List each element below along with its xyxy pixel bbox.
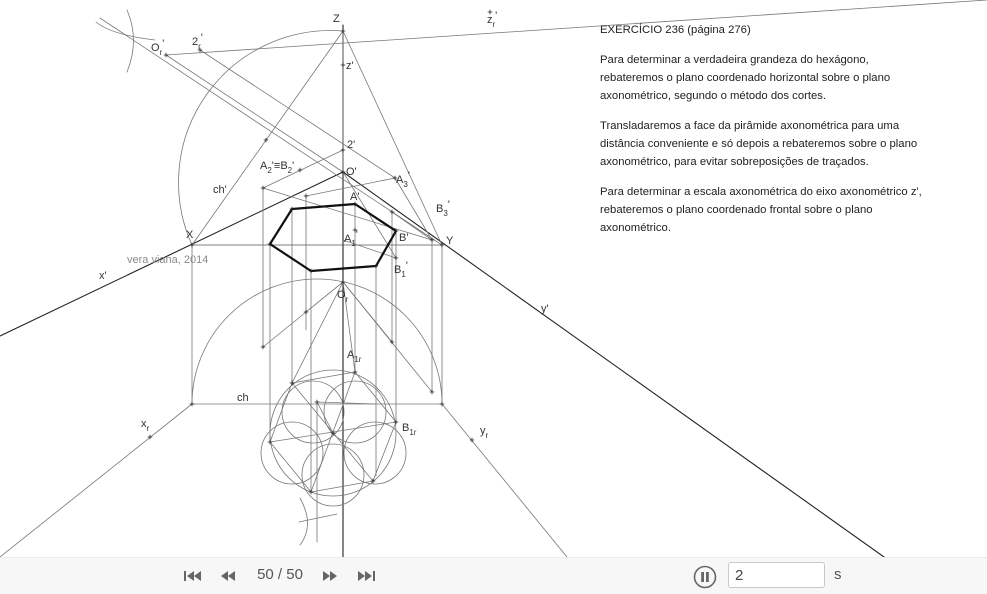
point-marker [394,256,398,260]
label-A-prime: A' [350,191,360,203]
hexagon-axonometric [270,204,396,271]
label-A1-prime: $A_1'$ [344,229,358,248]
label-Z: Z [333,13,340,25]
label-Y: Y [446,235,454,247]
label-y-prime: y' [541,303,549,315]
description-paragraph-1: Para determinar a verdadeira grandeza do hexágono, rebateremos o plano coordenado horizontal sobre o plano axonométrico, segundo o método dos cortes. [600,54,891,102]
arc-frontal-rebatement [179,30,343,245]
label-2-prime: 2' [347,139,356,151]
step-counter: 50 / 50 [257,566,303,583]
label-z-prime: z' [346,60,354,72]
speed-unit-label: s [834,566,842,583]
label-A1r: $A_{1r}$ [347,349,362,364]
label-A3-prime: $A_3'$ [396,170,410,189]
point-marker [341,63,345,67]
label-x-prime: x' [99,270,107,282]
label-yr: $y_r$ [480,425,489,440]
description-paragraph-3: Para determinar a escala axonométrica do eixo axonométrico z', rebateremos o plano coordenado frontal sobre o plano axonométrico. [600,186,922,234]
next-step-button[interactable] [319,568,341,584]
label-zr-prime: $z_r'$ [487,10,498,29]
arc-horizontal-rebatement [192,279,442,404]
speed-input[interactable] [728,562,825,588]
point-marker [304,194,308,198]
label-X: X [186,229,194,241]
point-labels [99,10,549,440]
previous-step-button[interactable] [217,568,239,584]
label-B1r: $B_{1r}$ [402,422,417,437]
label-ch: ch [237,392,249,404]
first-step-button[interactable] [182,568,204,584]
pause-icon [693,565,717,589]
description-paragraph-2: Transladaremos a face da pirâmide axonométrica para uma distância conveniente e só depois a rebateremos sobre o plano axonométrico, para evitar sobreposições de traçados. [600,120,918,168]
point-marker [315,400,319,404]
point-marker [261,186,265,190]
exercise-description [600,21,930,249]
pause-button[interactable] [693,565,717,589]
label-O-prime: O' [346,166,357,178]
label-B1-prime: $B_1'$ [394,260,408,279]
label-2r-prime: $2_r'$ [192,32,203,51]
label-Or: $O_r$ [337,289,349,304]
watermark: vera viana, 2014 [127,254,209,266]
label-A2-B2: $A_2'\equiv B_2'$ [260,160,295,175]
label-B-prime: B' [399,232,409,244]
label-B3-prime: $B_3'$ [436,199,450,218]
label-Or-prime: $O_r'$ [151,38,165,57]
exercise-title: EXERCÍCIO 236 (página 276) [600,24,751,36]
point-marker [341,148,345,152]
last-step-button[interactable] [355,568,377,584]
label-ch-prime: ch' [213,184,227,196]
label-xr: $x_r$ [141,418,150,433]
arc-small-upper [127,10,134,72]
